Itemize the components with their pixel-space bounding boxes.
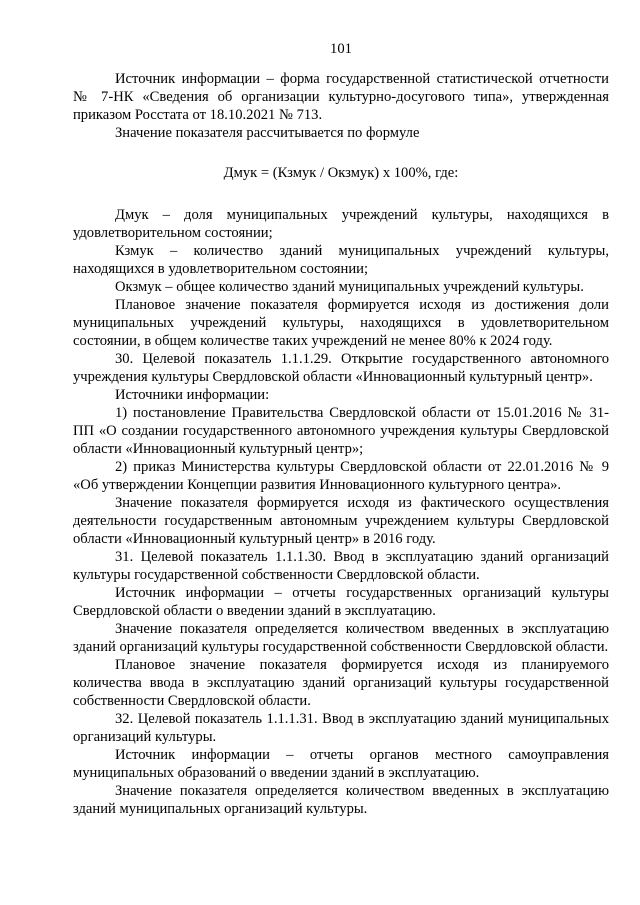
paragraph-source-32: Источник информации – отчеты органов местного самоуправления муниципальных образований о введении зданий в эксплуатацию. (73, 747, 609, 781)
paragraph-value-32: Значение показателя определяется количеством введенных в эксплуатацию зданий муниципальных организаций культуры. (73, 783, 609, 817)
paragraph-source-31: Источник информации – отчеты государственных организаций культуры Свердловской области о введении зданий в эксплуатацию. (73, 585, 609, 619)
paragraph-definition-kzmuk: Кзмук – количество зданий муниципальных учреждений культуры, находящихся в удовлетворительном состоянии; (73, 243, 609, 277)
paragraph-planned-31: Плановое значение показателя формируется исходя из планируемого количества ввода в эксплуатацию зданий организаций культуры государственной собственности Свердловской области. (73, 657, 609, 709)
paragraph-source-1: 1) постановление Правительства Свердловской области от 15.01.2016 № 31-ПП «О создании государственного автономного учреждения культуры Свердловской области «Инновационный культурный центр»; (73, 405, 609, 457)
paragraph-value-31: Значение показателя определяется количеством введенных в эксплуатацию зданий организаций культуры государственной собственности Свердловской области. (73, 621, 609, 655)
formula: Дмук = (Кзмук / Окзмук) х 100%, где: (223, 165, 459, 181)
paragraph-sources-heading: Источники информации: (115, 387, 270, 403)
paragraph-source-2: 2) приказ Министерства культуры Свердловской области от 22.01.2016 № 9 «Об утверждении Концепции развития Инновационного культурного центра». (73, 459, 609, 493)
paragraph-definition-dmuk: Дмук – доля муниципальных учреждений культуры, находящихся в удовлетворительном состоянии; (73, 207, 609, 241)
paragraph-indicator-31: 31. Целевой показатель 1.1.1.30. Ввод в эксплуатацию зданий организаций культуры государственной собственности Свердловской области. (73, 549, 609, 583)
paragraph-indicator-32: 32. Целевой показатель 1.1.1.31. Ввод в эксплуатацию зданий муниципальных организаций культуры. (73, 711, 609, 745)
paragraph-definition-okzmuk: Окзмук – общее количество зданий муниципальных учреждений культуры. (115, 279, 584, 295)
paragraph-indicator-30: 30. Целевой показатель 1.1.1.29. Открытие государственного автономного учреждения культуры Свердловской области «Инновационный культурный центр». (73, 351, 609, 385)
document-page (73, 40, 609, 818)
page-number: 101 (330, 41, 352, 57)
paragraph-formula-intro: Значение показателя рассчитывается по формуле (115, 125, 420, 141)
paragraph-value-30: Значение показателя формируется исходя из фактического осуществления деятельности государственным автономным учреждением культуры Свердловской области «Инновационный культурный центр» в 2016 году. (73, 495, 609, 547)
paragraph-source-info: Источник информации – форма государственной статистической отчетности № 7-НК «Сведения об организации культурно-досугового типа», утвержденная приказом Росстата от 18.10.2021 № 713. (73, 71, 609, 123)
paragraph-planned-value: Плановое значение показателя формируется исходя из достижения доли муниципальных учреждений культуры, находящихся в удовлетворительном состоянии, в общем количестве таких учреждений не менее 80% к 2024 году. (73, 297, 609, 349)
